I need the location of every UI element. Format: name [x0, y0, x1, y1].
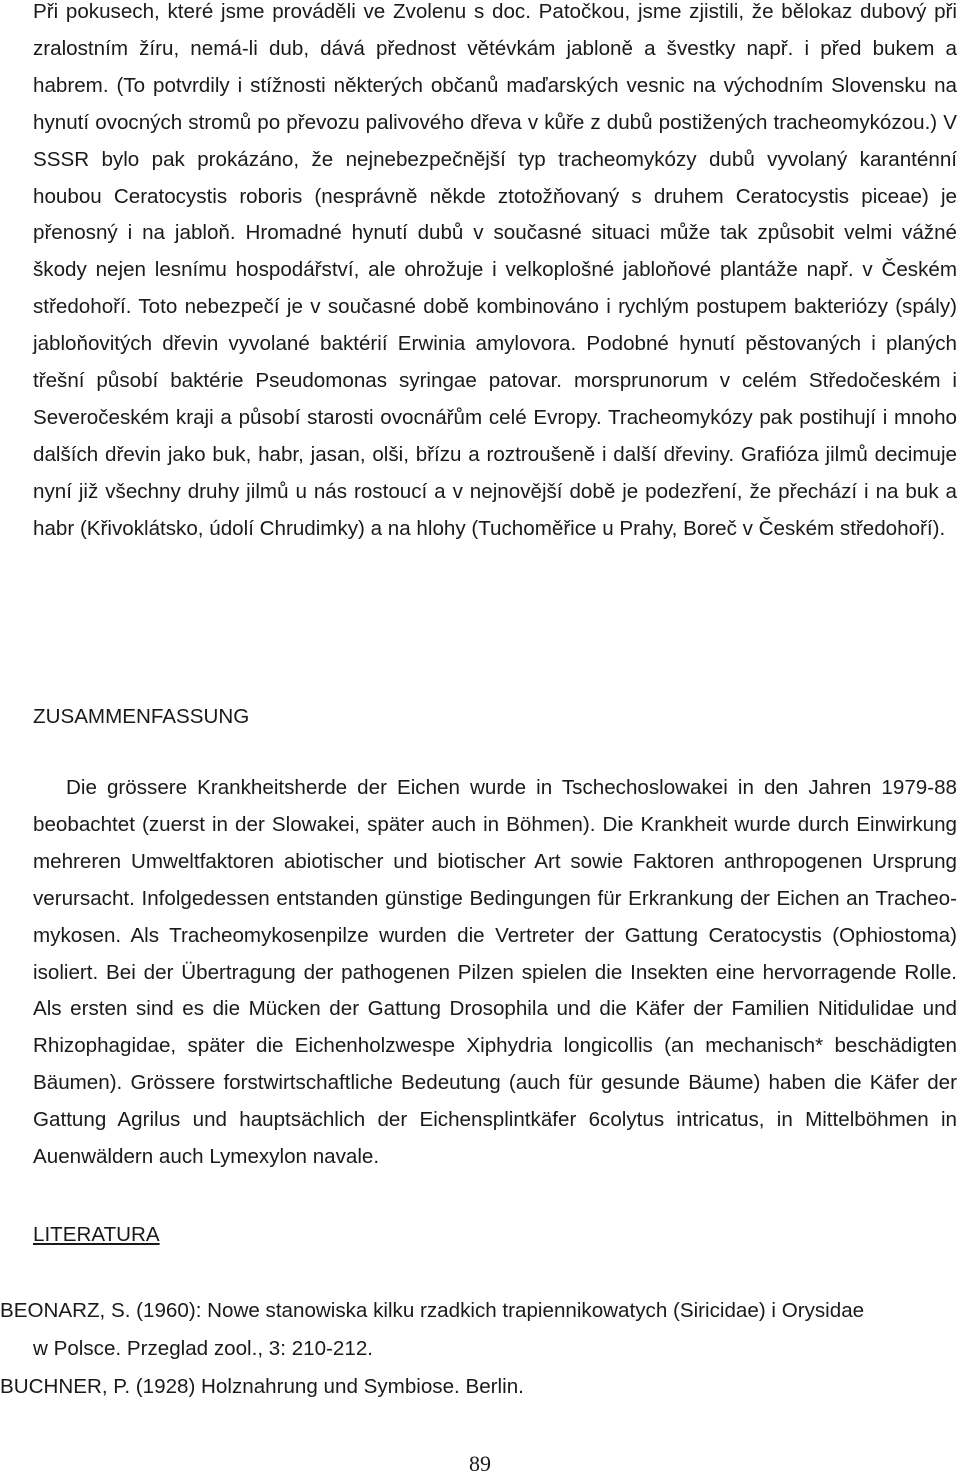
reference-entry [0, 1368, 958, 1406]
heading-zusammenfassung: ZUSAMMENFASSUNG [33, 705, 250, 728]
paragraph-german-summary: Die grössere Krankheitsherde der Eichen wurde in Tschechoslowakei in den Jahren 1979-88 beobachtet (zuerst in der Slowakei, später auch in Böhmen). Die Krankheit wurde durch Einwirkung mehreren Umweltfaktoren abiotischer und biotischer Art sowie Faktoren anthropogenen Ursprung verursacht. Infolgedessen entstanden günstige Bedingungen für Erkrankung der Eichen an Tracheo-mykosen. Als Tracheomykosenpilze wurden die Vertreter der Gattung Ceratocystis (Ophiostoma) isoliert. Bei der Übertragung der pathogenen Pilzen spielen die Insekten eine hervorragende Rolle. Als ersten sind es die Mücken der Gattung Drosophila und die Käfer der Familien Nitidulidae und Rhizophagidae, später die Eichenholzwespe Xiphydria longicollis (an mechanisch* beschädigten Bäumen). Grössere forstwirtschaftliche Bedeutung (auch für gesunde Bäume) haben die Käfer der Gattung Agrilus und hauptsächlich der Eichensplintkäfer 6colytus intricatus, in Mittelböhmen in Auenwäldern auch Lymexylon navale. [33, 776, 957, 1169]
paragraph-czech: Při pokusech, které jsme prováděli ve Zvolenu s doc. Patočkou, jsme zjistili, že bělokaz dubový při zralostním žíru, nemá-li dub, dává přednost větévkám jabloně a švestky např. i před bukem a habrem. (To potvrdily i stížnosti některých občanů maďarských vesnic na východním Slovensku na hynutí ovocných stromů po převozu palivového dřeva v kůře z dubů postižených tracheomykózou.) V SSSR bylo pak prokázáno, že nejnebezpečnější typ tracheomykózy dubů vyvolaný karanténní houbou Ceratocystis roboris (nesprávně někde ztotožňovaný s druhem Ceratocystis piceae) je přenosný i na jabloň. Hromadné hynutí dubů v současné situaci může tak způsobit velmi vážné škody nejen lesnímu hospodářství, ale ohrožuje i velkoplošné jabloňové plantáže např. v Českém středohoří. Toto nebezpečí je v současné době kombinováno i rychlým postupem bakteriózy (spály) jabloňovitých dřevin vyvolané baktérií Erwinia amylovora. Podobné hynutí pěstovaných i planých třešní působí baktérie Pseudomonas syringae patovar. morsprunorum v celém Středočeském i Severočeském kraji a působí starosti ovocnářům celé Evropy. Tracheomykózy pak postihují i mnoho dalších dřevin jako buk, habr, jasan, olši, břízu a roztroušeně i další dřeviny. Grafióza jilmů decimuje nyní již všechny druhy jilmů u nás rostoucí a v nejnovější době je podezření, že přechází i na buk a habr (Křivoklátsko, údolí Chrudimky) a na hlohy (Tuchoměřice u Prahy, Boreč v Českém středohoří). [33, 0, 957, 540]
reference-entry [0, 1292, 958, 1368]
reference-line-continued: w Polsce. Przeglad zool., 3: 210-212. [33, 1337, 373, 1360]
reference-line: BEONARZ, S. (1960): Nowe stanowiska kilku rzadkich trapiennikowatych (Siricidae) i Orysidae [0, 1299, 865, 1322]
reference-line: BUCHNER, P. (1928) Holznahrung und Symbiose. Berlin. [0, 1375, 524, 1398]
heading-literatura: LITERATURA [33, 1223, 160, 1246]
page-number: 89 [469, 1451, 491, 1476]
